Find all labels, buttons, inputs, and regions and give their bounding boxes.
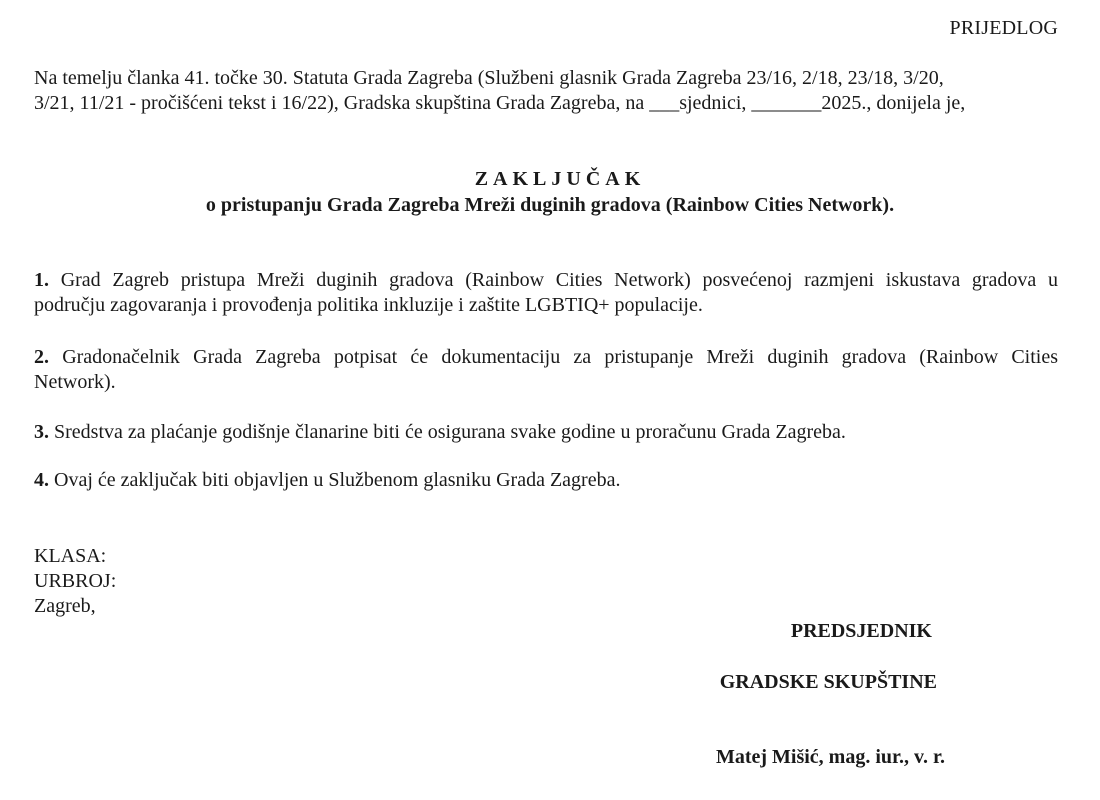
item-1-number: 1. <box>34 269 49 291</box>
decision-item-1 <box>34 268 1058 318</box>
item-1-line-2: području zagovaranja i provođenja politika inkluzije i zaštite LGBTIQ+ populacije. <box>34 294 703 316</box>
decision-item-3 <box>34 420 1058 445</box>
reference-block <box>34 544 116 619</box>
preamble-line-2: 3/21, 11/21 - pročišćeni tekst i 16/22), Gradska skupština Grada Zagreba, na ___sjednici, _______2025., donijela je, <box>34 92 966 114</box>
item-1-text-1: Grad Zagreb pristupa Mreži duginih gradova (Rainbow Cities Network) posvećenoj razmjeni iskustava gradova u <box>60 269 1059 291</box>
item-2-line-1 <box>34 345 1058 370</box>
preamble-paragraph <box>34 66 1074 116</box>
item-2-text-1: Gradonačelnik Grada Zagreba potpisat će dokumentaciju za pristupanje Mreži duginih gradova (Rainbow Cities <box>62 346 1059 368</box>
item-3-number: 3. <box>34 421 49 443</box>
signatory-role-line-1: PREDSJEDNIK <box>790 620 932 642</box>
decision-subtitle: o pristupanju Grada Zagreba Mreži duginih gradova (Rainbow Cities Network). <box>205 194 895 216</box>
item-1-line-1 <box>34 268 1058 293</box>
klasa-label: KLASA: <box>34 545 107 567</box>
item-3-line-1 <box>34 420 1058 445</box>
item-3-text-1: Sredstva za plaćanje godišnje članarine biti će osigurana svake godine u proračunu Grada Zagreba. <box>54 421 846 443</box>
item-2-number: 2. <box>34 346 49 368</box>
place-label: Zagreb, <box>34 595 96 617</box>
item-2-line-2: Network). <box>34 371 116 393</box>
item-4-text-1: Ovaj će zaključak biti objavljen u Službenom glasniku Grada Zagreba. <box>54 469 621 491</box>
decision-item-4 <box>34 468 1058 493</box>
signatory-name: Matej Mišić, mag. iur., v. r. <box>715 746 945 768</box>
item-4-number: 4. <box>34 469 49 491</box>
decision-heading <box>0 166 1100 218</box>
signatory-role-line-2: GRADSKE SKUPŠTINE <box>719 671 937 693</box>
draft-stamp: PRIJEDLOG <box>949 17 1058 39</box>
item-4-line-1 <box>34 468 1058 493</box>
preamble-line-1: Na temelju članka 41. točke 30. Statuta Grada Zagreba (Službeni glasnik Grada Zagreba 23/16, 2/18, 23/18, 3/20, <box>34 67 944 89</box>
urbroj-label: URBROJ: <box>34 570 117 592</box>
decision-title: ZAKLJUČAK <box>474 168 646 190</box>
decision-item-2 <box>34 345 1058 395</box>
